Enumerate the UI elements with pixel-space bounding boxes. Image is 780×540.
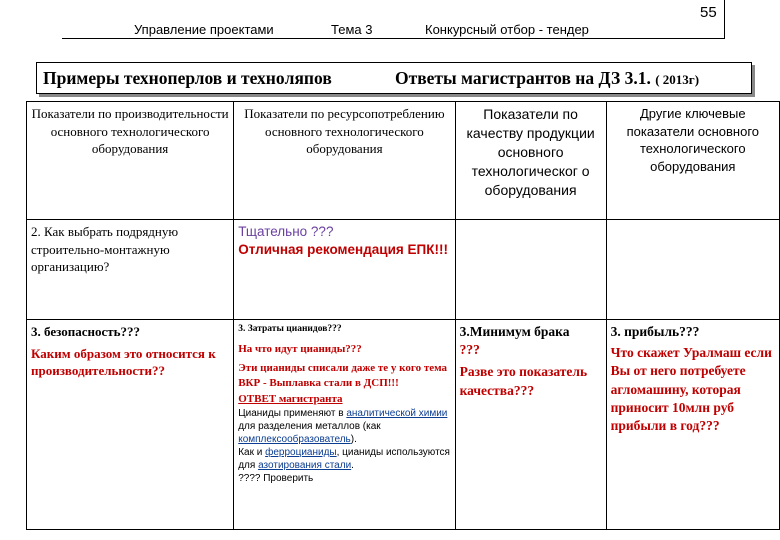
page-number: 55 [700, 4, 717, 21]
title-left: Примеры технoперлов и технoляпов [43, 68, 332, 88]
header-other: Другие ключевые показатели основного технологического оборудования [606, 102, 779, 220]
row3-profit-comment: Что скажет Уралмаш если Вы от него потребуете агломашину, которая приносит 10млн руб прибыли в год??? [610, 345, 772, 434]
topic-label: Тема 3 [331, 22, 373, 37]
row3-answer-label: ОТВЕТ магистранта [238, 393, 343, 406]
table-row [27, 320, 780, 530]
slide-title [36, 62, 752, 94]
header-resources: Показатели по ресурсопотреблению основного технологического оборудования [234, 102, 455, 220]
table-row [27, 220, 780, 320]
link-ferrocyanides[interactable]: ферроцианиды [265, 447, 337, 459]
link-complexing-agent[interactable]: комплексообразователь [238, 434, 351, 446]
table-header-row [27, 102, 780, 220]
row3-cyanides [234, 320, 455, 530]
link-analytical-chemistry[interactable]: аналитической химии [346, 408, 448, 420]
row2-empty-quality [455, 220, 606, 320]
title-right-text: Ответы магистрантов на ДЗ 3.1. [395, 68, 651, 88]
row3-text-2: для разделения металлов (как [238, 421, 381, 433]
row2-question: 2. Как выбрать подрядную строительно-монтажную организацию? [27, 220, 234, 320]
course-name: Управление проектами [134, 22, 274, 37]
row3-safety [27, 320, 234, 530]
link-steel-nitriding[interactable]: азотирования стали [258, 460, 352, 472]
title-year: ( 2013г) [655, 72, 700, 87]
row2-carefully: Тщательно [238, 224, 311, 239]
row3-cyanides-q1: На что идут цианиды??? [238, 342, 362, 355]
row3-text-3: ). [350, 434, 357, 446]
row3-quality-comment: Разве это показатель качества??? [459, 364, 588, 398]
header-divider-horizontal [62, 38, 725, 39]
row3-text-5: , цианиды используются для [238, 447, 450, 472]
row2-question-marks: ??? [310, 224, 334, 239]
row3-check-note: ???? Проверить [238, 473, 314, 485]
row3-cyanides-q2: Эти цианиды списали даже те у кого тема ВКР - Выплавка стали в ДСП!!! [238, 361, 448, 389]
row2-recommendation: Отличная рекомендация ЕПК!!! [238, 242, 448, 258]
row2-answer [234, 220, 455, 320]
row3-cyanides-title: 3. Затраты цианидов??? [238, 324, 342, 334]
row3-safety-comment: Каким образом это относится к производительности?? [31, 345, 216, 379]
row3-text-4: Как и [238, 447, 266, 459]
row3-answer-text [238, 407, 450, 485]
row3-quality-q: ??? [459, 342, 480, 358]
answers-table [26, 101, 780, 530]
section-label: Конкурсный отбор - тендер [425, 22, 589, 37]
header-productivity: Показатели по производительности основного технологического оборудования [27, 102, 234, 220]
row3-profit [606, 320, 779, 530]
row3-quality-title: 3.Минимум брака [459, 324, 570, 339]
header-quality: Показатели по качеству продукции основного технологическог о оборудования [455, 102, 606, 220]
header-divider-vertical [724, 0, 725, 38]
row3-text-6: . [351, 460, 354, 472]
row3-profit-title: 3. прибыль??? [610, 324, 700, 339]
row3-quality [455, 320, 606, 530]
row3-safety-title: 3. безопасность??? [31, 324, 141, 339]
row3-text-1: Цианиды применяют в [238, 408, 347, 420]
row2-empty-other [606, 220, 779, 320]
title-right [395, 68, 699, 89]
